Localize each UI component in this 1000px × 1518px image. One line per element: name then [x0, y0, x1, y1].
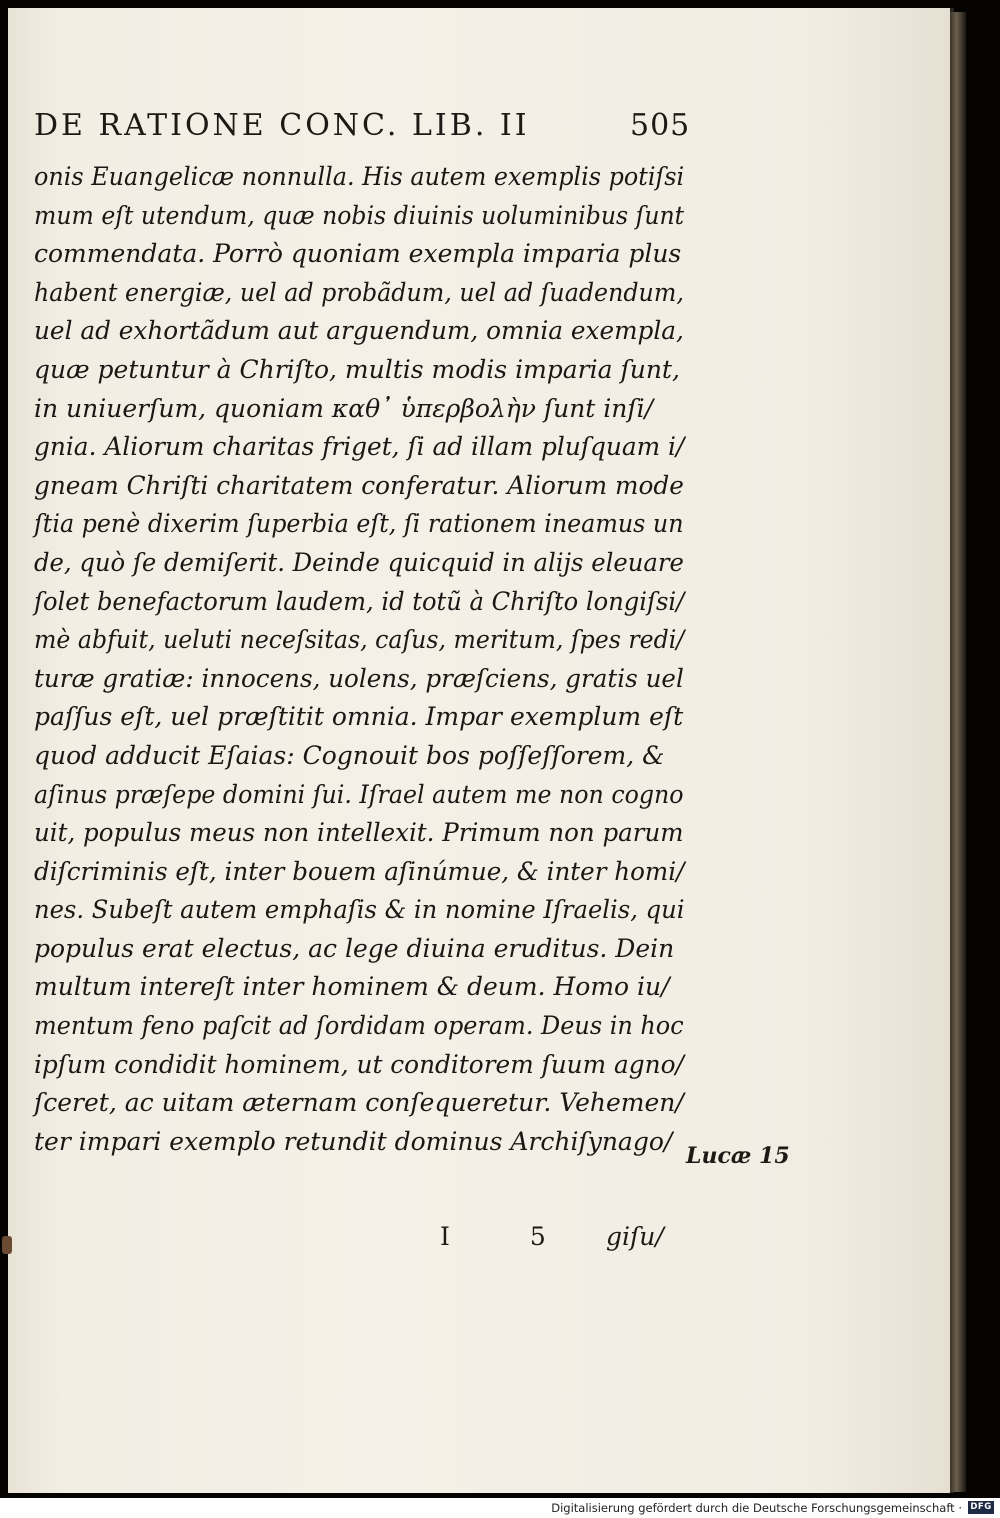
- text-line: mentum feno paſcit ad ſordidam operam. Deus in hoc: [34, 1011, 684, 1041]
- footer-credit: Digitalisierung gefördert durch die Deutsche Forschungsgemeinschaft ·: [551, 1501, 962, 1515]
- text-line: nes. Subeſt autem emphaſis & in nomine Iſraelis, qui: [34, 895, 685, 925]
- text-line: quæ petuntur à Chriſto, multis modis imparia ſunt,: [34, 354, 680, 384]
- text-line: onis Euangelicæ nonnulla. His autem exemplis potiſsi: [34, 162, 685, 191]
- edge-stain: [2, 1236, 12, 1254]
- text-line: uit, populus meus non intellexit. Primum non parum: [34, 818, 684, 848]
- dfg-logo: DFG: [968, 1501, 994, 1514]
- page-edge-shadow: [950, 12, 966, 1492]
- text-line: populus erat electus, ac lege diuina eruditus. Dein: [34, 933, 675, 963]
- text-line: ipſum condidit hominem, ut conditorem ſuum agno/: [34, 1049, 684, 1079]
- signature-mark: I 5: [440, 1222, 582, 1251]
- text-line: ter impari exemplo retundit dominus Archiſynago/: [34, 1126, 673, 1156]
- text-line: ſceret, ac uitam æternam conſequeretur. Vehemen/: [34, 1088, 684, 1118]
- text-line: habent energiæ, uel ad probãdum, uel ad ſuadendum,: [34, 277, 684, 307]
- text-line: gneam Chriſti charitatem conferatur. Aliorum mode: [34, 470, 684, 500]
- catchword: giſu/: [606, 1222, 664, 1251]
- text-line: ſolet benefactorum laudem, id totũ à Chriſto longiſsi/: [34, 586, 685, 616]
- text-line: aſinus præſepe domini ſui. Iſrael autem me non cogno: [34, 779, 684, 809]
- text-line: commendata. Porrò quoniam exempla imparia plus: [34, 239, 682, 269]
- margin-note: Lucæ 15: [686, 1143, 790, 1169]
- text-line: turæ gratiæ: innocens, uolens, præſciens, gratis uel: [34, 663, 684, 693]
- body-text: [34, 158, 684, 1161]
- text-line: paſſus eſt, uel præſtitit omnia. Impar exemplum eſt: [34, 702, 684, 732]
- running-head: [34, 108, 694, 148]
- text-line: mè abfuit, ueluti neceſsitas, caſus, meritum, ſpes redi/: [34, 625, 685, 655]
- text-line: quod adducit Eſaias: Cognouit bos poſſeſſorem, &: [34, 740, 665, 770]
- text-line: uel ad exhortãdum aut arguendum, omnia exempla,: [34, 316, 684, 346]
- running-title: DE RATIONE CONC. LIB. II: [34, 108, 530, 143]
- text-line: ſtia penè dixerim ſuperbia eſt, ſi rationem ineamus un: [34, 509, 684, 539]
- text-line: gnia. Aliorum charitas friget, ſi ad illam pluſquam i/: [34, 432, 685, 462]
- text-line: mum eſt utendum, quæ nobis diuinis uoluminibus ſunt: [34, 200, 685, 230]
- text-line: de, quò ſe demiſerit. Deinde quicquid in alijs eleuare: [34, 547, 684, 577]
- text-line: diſcriminis eſt, inter bouem aſinúmue, & inter homi/: [34, 856, 685, 886]
- text-line: multum intereſt inter hominem & deum. Homo iu/: [34, 972, 670, 1002]
- text-line: in uniuerſum, quoniam καθ᾽ ὑπερβολὴν ſunt inſi/: [34, 393, 654, 423]
- page-number: 505: [630, 108, 691, 143]
